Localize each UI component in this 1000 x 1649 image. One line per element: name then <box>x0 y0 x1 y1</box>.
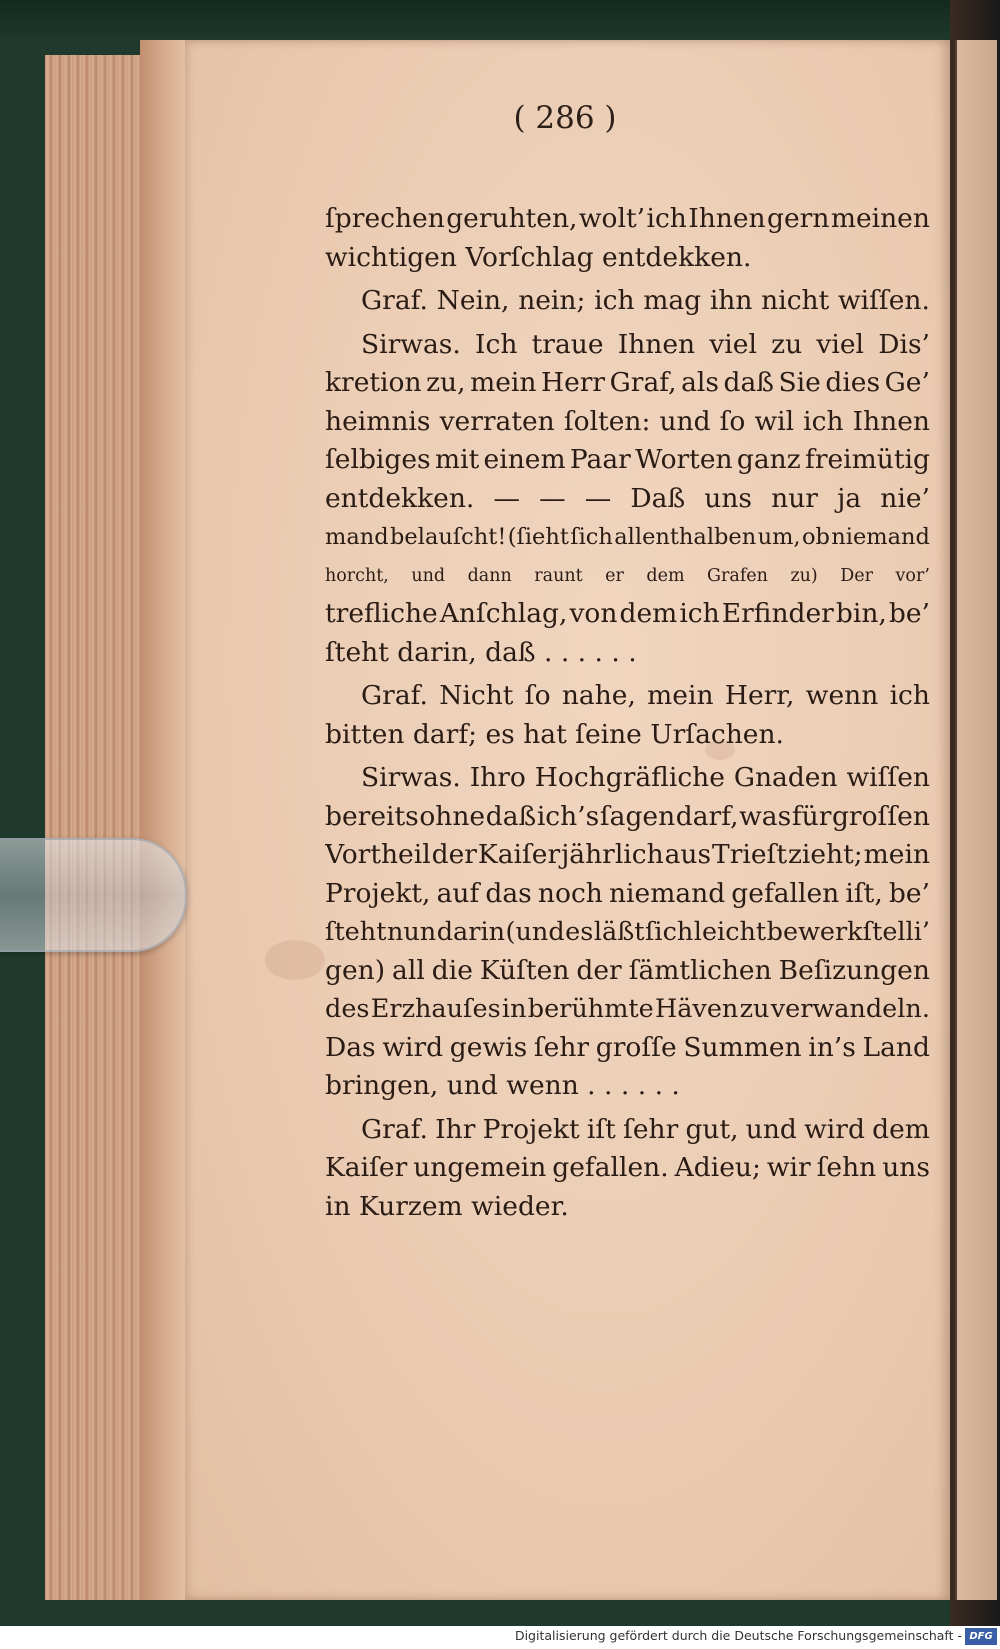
text-line: ſteht nun darin (und es läßt ſich leicht bewerkſtelli’ <box>325 917 930 947</box>
text-line: ſprechen geruhten, wolt’ ich Ihnen gern meinen <box>325 203 930 234</box>
text-line: Graf. Nein, nein; ich mag ihn nicht wiſſen. <box>361 285 930 316</box>
text-line: Kaiſer ungemein gefallen. Adieu; wir ſehn uns <box>325 1152 930 1183</box>
text-line: Vortheil der Kaiſer jährlich aus Trieſt zieht; mein <box>325 839 930 870</box>
body-text <box>325 200 930 1226</box>
text-line: des Erzhauſes in berühmte Häven zu verwandeln. <box>325 994 930 1024</box>
page-clip <box>0 838 187 952</box>
text-line: Graf. Ihr Projekt iſt ſehr gut, und wird dem <box>361 1113 930 1145</box>
page-margin-strip <box>140 40 186 1600</box>
text-line: kretion zu, mein Herr Graf, als daß Sie dies Ge’ <box>325 367 930 398</box>
paper-stain <box>265 940 325 980</box>
text-line: mand belauſcht! (ſieht ſich allenthalben um, ob niemand <box>325 524 930 550</box>
text-line: bringen, und wenn . . . . . . <box>325 1070 680 1101</box>
text-line: in Kurzem wieder. <box>325 1190 569 1222</box>
text-line: Sirwas. Ich traue Ihnen viel zu viel Dis’ <box>361 328 930 360</box>
text-line: wichtigen Vorſchlag entdekken. <box>325 241 752 273</box>
text-line: ſteht darin, daß . . . . . . <box>325 636 637 668</box>
facing-page-edge <box>955 40 997 1600</box>
text-line: trefliche Anſchlag, von dem ich Erfinder bin, be’ <box>325 598 930 629</box>
page-edges <box>45 55 142 1600</box>
text-line: Graf. Nicht ſo nahe, mein Herr, wenn ich <box>361 680 930 711</box>
dfg-logo: DFG <box>965 1628 997 1645</box>
text-line: ſelbiges mit einem Paar Worten ganz freimütig <box>325 444 930 475</box>
text-line: Sirwas. Ihro Hochgräfliche Gnaden wiſſen <box>361 762 930 793</box>
page-number: ( 286 ) <box>513 100 617 136</box>
digitization-credit: Digitalisierung gefördert durch die Deutsche Forschungsgemeinschaft - <box>514 1628 962 1643</box>
background-top <box>0 0 1000 45</box>
text-line: Das wird gewis ſehr groſſe Summen in’s Land <box>325 1031 930 1063</box>
text-line: bitten darf; es hat ſeine Urſachen. <box>325 718 784 750</box>
text-line: gen) all die Küſten der ſämtlichen Beſizungen <box>325 954 930 986</box>
text-line: heimnis verraten ſolten: und ſo wil ich Ihnen <box>325 405 930 437</box>
text-line: Projekt, auf das noch niemand gefallen iſt, be’ <box>325 877 930 909</box>
text-line: horcht, und dann raunt er dem Grafen zu) Der vor’ <box>325 565 930 586</box>
text-line: bereits ohne daß ich’s ſagen darf, was für groſſen <box>325 800 930 832</box>
text-line: entdekken. — — — Daß uns nur ja nie’ <box>325 482 930 514</box>
